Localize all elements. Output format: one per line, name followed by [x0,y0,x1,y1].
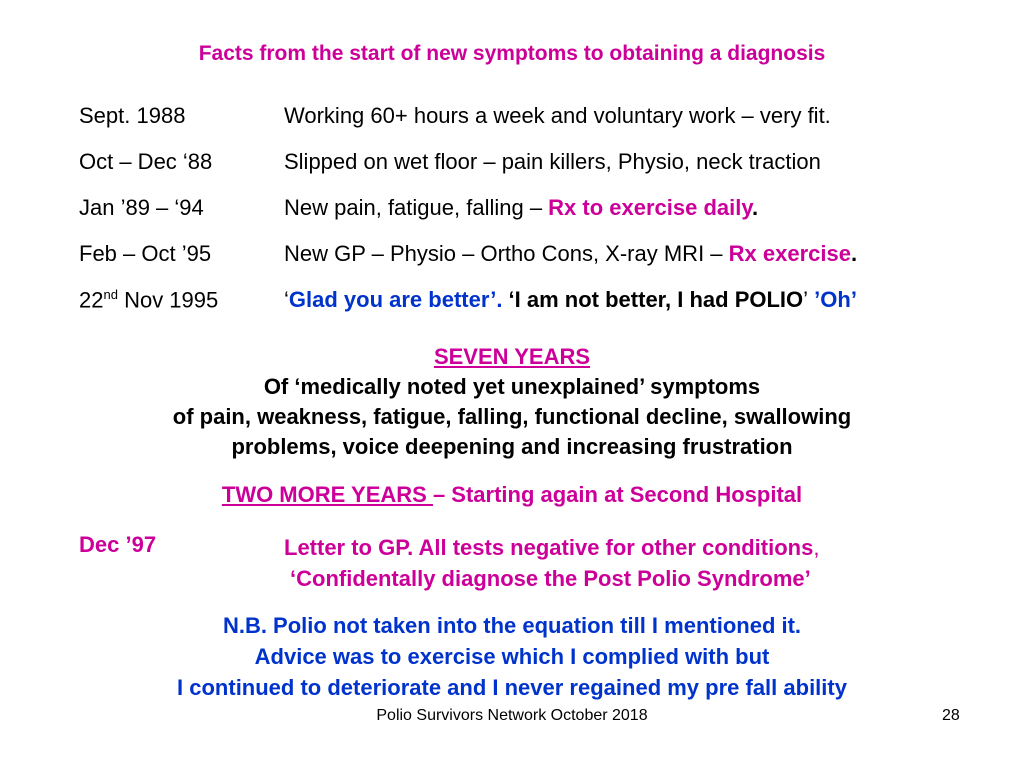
nb-line-2: Advice was to exercise which I complied with but [254,644,770,669]
timeline-date: Feb – Oct ’95 [79,241,212,266]
two-more-rest: – Starting again at Second Hospital [432,482,803,507]
desc-text: New pain, fatigue, falling – [284,195,549,220]
timeline-row [0,149,1024,179]
oh-quote: ’Oh’ [808,287,857,312]
two-more-heading: TWO MORE YEARS [221,482,433,507]
desc-highlight: Rx to exercise daily [548,195,752,220]
timeline-desc: Working 60+ hours a week and voluntary work – very fit. [284,103,831,128]
polio-quote: ‘I am not better, I had POLIO [502,287,804,312]
page-number: 28 [942,707,960,724]
timeline-row [0,195,1024,225]
slide-title: Facts from the start of new symptoms to obtaining a diagnosis [198,42,826,65]
date-rest: Nov 1995 [117,287,219,313]
desc-text: New GP – Physio – Ortho Cons, X-ray MRI – [284,241,729,266]
nb-line-1: N.B. Polio not taken into the equation till I mentioned it. [222,613,802,638]
timeline-desc [284,287,857,313]
date-day: 22 [79,287,104,313]
quote-close: ’ [803,287,809,312]
desc-highlight: Rx exercise [728,241,851,266]
timeline-date: Jan ’89 – ‘94 [79,195,204,220]
timeline-row [0,103,1024,133]
two-more-years [0,480,1024,510]
nb-note [0,610,1024,703]
dec-97-date: Dec ’97 [79,532,157,557]
dec-97-desc [284,532,819,594]
dec-97-comma: , [813,535,820,560]
timeline-date: Sept. 1988 [79,103,186,128]
nb-line-3: I continued to deteriorate and I never regained my pre fall ability [177,675,847,700]
timeline-desc: Slipped on wet floor – pain killers, Physio, neck traction [284,149,821,174]
timeline-row [0,241,1024,271]
seven-line-1: Of ‘medically noted yet unexplained’ symptoms [263,374,761,399]
timeline-desc [284,195,758,221]
seven-years-block [0,342,1024,462]
footer-text: Polio Survivors Network October 2018 [376,707,648,724]
seven-years-heading: SEVEN YEARS [433,344,591,369]
timeline-desc [284,241,857,267]
dec-97-line-1: Letter to GP. All tests negative for other conditions [284,535,814,560]
dec-97-line-2: ‘Confidentally diagnose the Post Polio Syndrome’ [290,566,811,591]
timeline-date [79,287,218,313]
desc-punct: . [751,195,759,220]
desc-punct: . [850,241,858,266]
glad-quote: Glad you are better’. [288,287,503,312]
quote-open: ‘ [284,287,289,312]
timeline-date: Oct – Dec ‘88 [79,149,213,174]
seven-line-3: problems, voice deepening and increasing frustration [231,434,793,459]
date-ordinal: nd [103,287,118,302]
timeline-row [0,287,1024,317]
seven-line-2: of pain, weakness, fatigue, falling, functional decline, swallowing [172,404,852,429]
